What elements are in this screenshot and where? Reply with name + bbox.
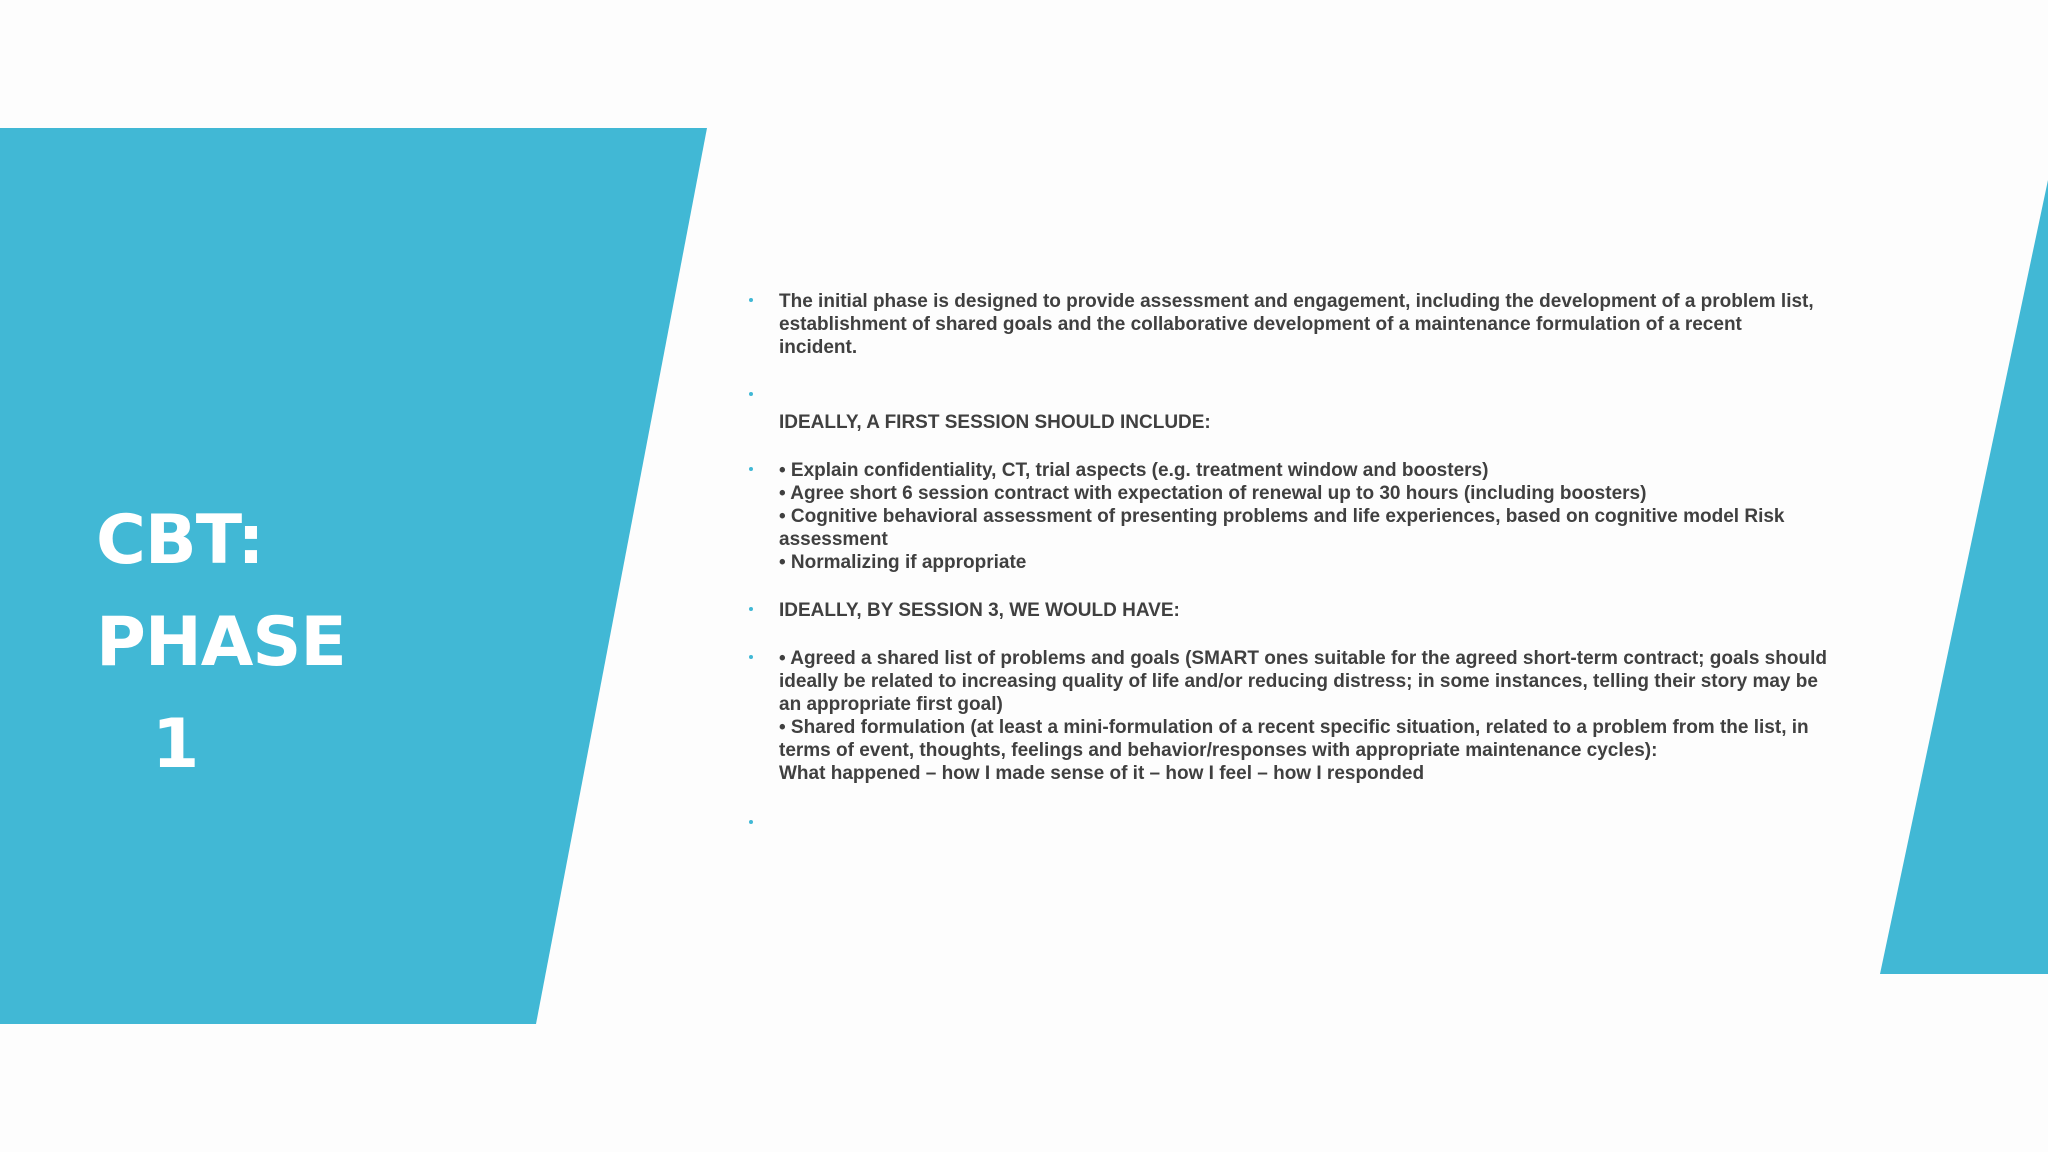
text-line: IDEALLY, A FIRST SESSION SHOULD INCLUDE: — [779, 412, 1211, 433]
text-line: What happened – how I made sense of it – how I feel – how I responded — [779, 763, 1425, 784]
bullet-intro — [745, 290, 1835, 359]
text-line: • Agree short 6 session contract with expectation of renewal up to 30 hours (including boosters) — [779, 483, 1647, 504]
bullet-first-session-list — [745, 459, 1835, 574]
bullet-dot — [749, 392, 753, 396]
text-line: • Cognitive behavioral assessment of presenting problems and life experiences, based on cognitive model Risk — [779, 506, 1785, 527]
bullet-dot — [749, 298, 753, 302]
heading-first-session — [745, 411, 1835, 434]
text-line: IDEALLY, BY SESSION 3, WE WOULD HAVE: — [779, 600, 1180, 621]
right-parallelogram — [1880, 180, 2048, 974]
bullet-dot — [749, 607, 753, 611]
slide-title — [96, 490, 536, 796]
text-line: • Agreed a shared list of problems and goals (SMART ones suitable for the agreed short-term contract; goals should — [779, 648, 1827, 669]
text-line: • Normalizing if appropriate — [779, 552, 1027, 573]
text-line: establishment of shared goals and the collaborative development of a maintenance formulation of a recent — [779, 314, 1742, 335]
bullet-session-3-heading — [745, 599, 1835, 622]
bullet-empty-2 — [745, 812, 1835, 835]
text-line: an appropriate first goal) — [779, 694, 1003, 715]
text-line: ideally be related to increasing quality of life and/or reducing distress; in some instances, telling their story may be — [779, 671, 1818, 692]
bullet-dot — [749, 655, 753, 659]
title-line-2: 1 — [152, 705, 199, 784]
text-line: assessment — [779, 529, 888, 550]
text-line: terms of event, thoughts, feelings and behavior/responses with appropriate maintenance cycles): — [779, 740, 1658, 761]
bullet-dot — [749, 467, 753, 471]
text-line: incident. — [779, 337, 858, 358]
text-line: • Explain confidentiality, CT, trial aspects (e.g. treatment window and boosters) — [779, 460, 1489, 481]
text-line: The initial phase is designed to provide assessment and engagement, including the development of a problem list, — [779, 291, 1814, 312]
bullet-session-3-list — [745, 647, 1835, 785]
content-body — [745, 290, 1835, 835]
text-line: • Shared formulation (at least a mini-formulation of a recent specific situation, related to a problem from the list, in — [779, 717, 1809, 738]
bullet-empty-1 — [745, 384, 1835, 407]
bullet-dot — [749, 820, 753, 824]
title-line-1: CBT: PHASE — [96, 501, 346, 682]
